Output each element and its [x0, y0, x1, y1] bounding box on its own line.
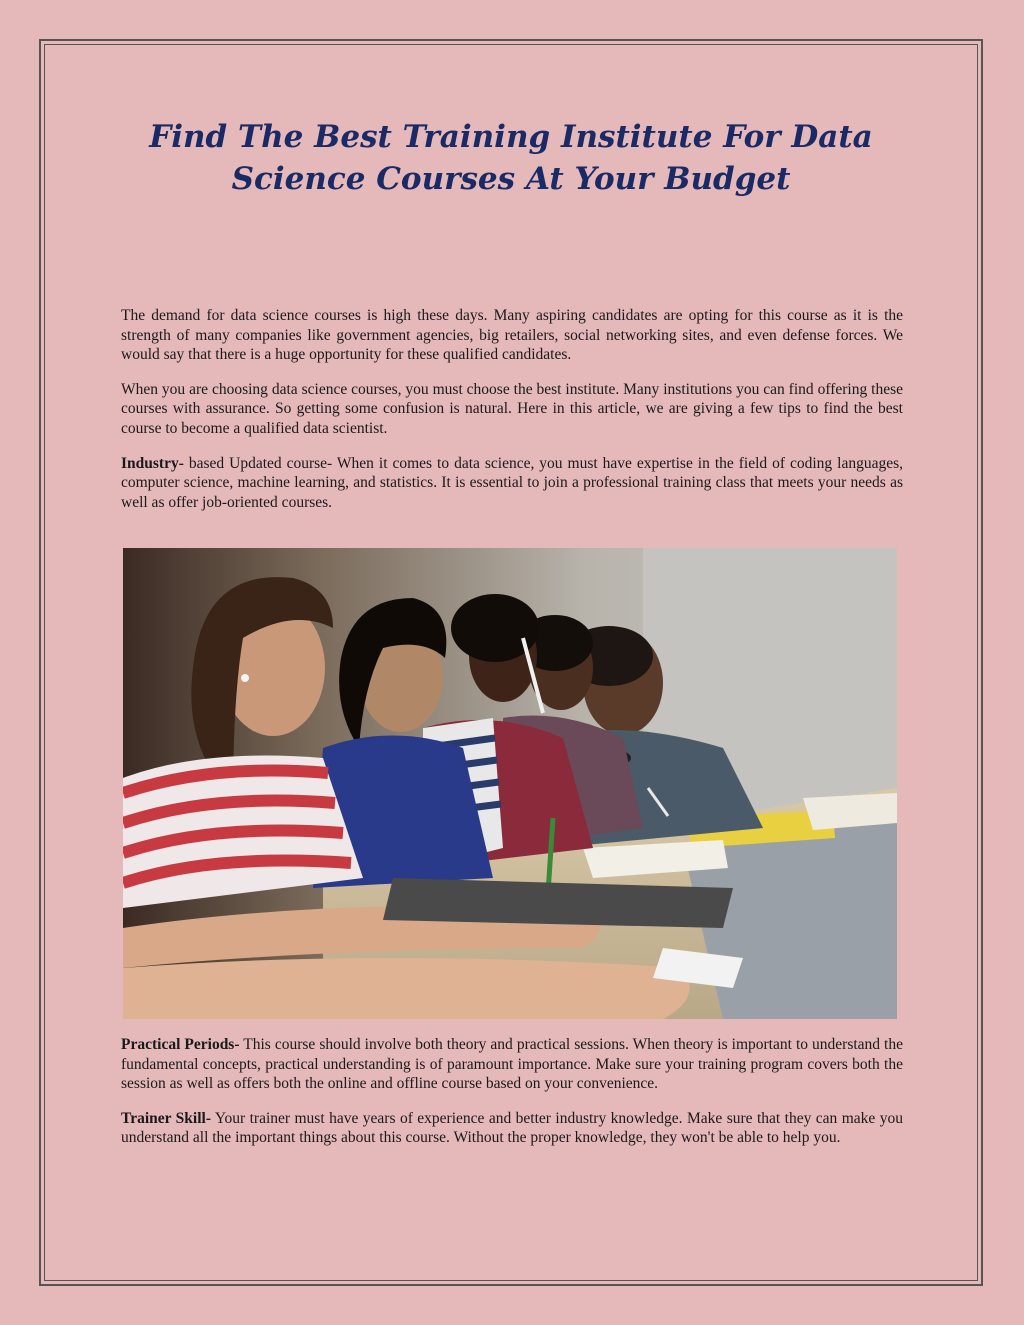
article-body-bottom: [121, 1035, 903, 1163]
classroom-photo: [123, 548, 897, 1019]
practical-text: This course should involve both theory and practical sessions. When theory is important to understand the fundamental concepts, practical understanding is of paramount importance. Make sure your training program covers both the session as well as offers both the online and offline course based on your convenience.: [121, 1036, 903, 1093]
classroom-photo-illustration: [123, 548, 897, 1019]
paragraph-practical: [121, 1035, 903, 1094]
paragraph-choosing: When you are choosing data science courses, you must choose the best institute. Many institutions you can find offering these courses with assurance. So getting some confusion is natural. Here in this article, we are giving a few tips to find the best course to become a qualified data scientist.: [121, 380, 903, 437]
industry-heading: Industry-: [121, 454, 184, 472]
paragraph-industry: [121, 454, 903, 513]
paragraph-trainer: [121, 1109, 903, 1148]
page-title: Find The Best Training Institute For Data Science Courses At Your Budget: [149, 119, 873, 197]
practical-heading: Practical Periods-: [121, 1036, 240, 1053]
trainer-heading: Trainer Skill-: [121, 1109, 211, 1127]
trainer-text: Your trainer must have years of experience and better industry knowledge. Make sure that they can make you understand all the important things about this course. Without the proper knowledge, they won't be able to help you.: [121, 1109, 904, 1147]
paragraph-intro: The demand for data science courses is high these days. Many aspiring candidates are opting for this course as it is the strength of many companies like government agencies, big retailers, social networking sites, and even defense forces. We would say that there is a huge opportunity for these qualified candidates.: [121, 307, 903, 364]
industry-text: based Updated course- When it comes to data science, you must have expertise in the field of coding languages, computer science, machine learning, and statistics. It is essential to join a professional training class that meets your needs as well as offer job-oriented courses.: [121, 454, 903, 511]
article-body-top: [121, 306, 903, 527]
